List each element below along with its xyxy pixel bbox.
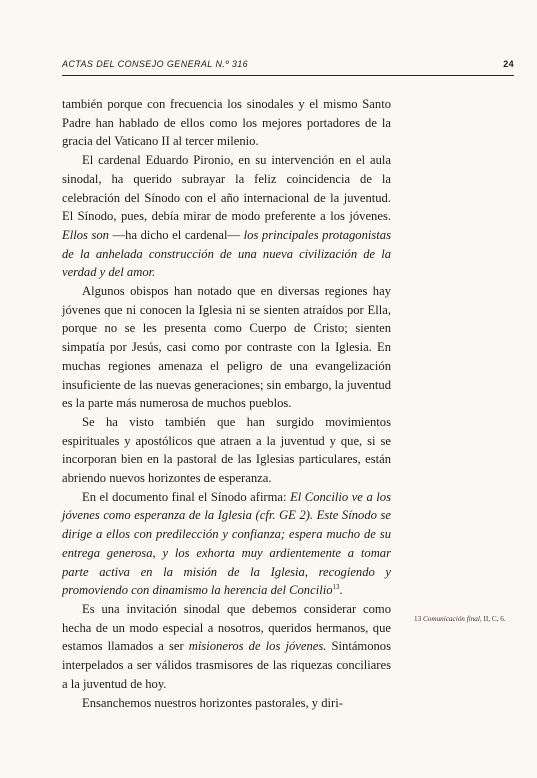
paragraph-6-text-end: Sintámonos interpelados a ser válidos trasmisores de las riquezas conciliares a la juventud de hoy. xyxy=(62,639,391,691)
paragraph-2-text: El cardenal Eduardo Pironio, en su intervención en el aula sinodal, ha querido subrayar la feliz coincidencia de la celebración del Sínodo con el año internacional de la juventud. El Sínodo, pues, debía mirar de modo preferente a los jóvenes. xyxy=(62,153,391,224)
paragraph-2-attribution: —ha dicho el cardenal— xyxy=(112,227,241,242)
paragraph-4: Se ha visto también que han surgido movimientos espirituales y apostólicos que atraen a la juventud y que, si se incorporan bien en la pastoral de las Iglesias particulares, están abriendo nuevos horizontes de esperanza. xyxy=(62,414,391,486)
paragraph-3: Algunos obispos han notado que en diversas regiones hay jóvenes que ni conocen la Iglesia ni se sienten atraídos por Ella, porque no se les presenta como Cuerpo de Cristo; sienten simpatía por Jesús, casi como por contraste con la Iglesia. En muchas regiones amenaza el peligro de una evangelización insuficiente de las nuevas generaciones; sin embargo, la juventud es la parte más numerosa de muchos pueblos. xyxy=(62,284,391,411)
footnote-number: 13 xyxy=(414,615,422,623)
header-title: ACTAS DEL CONSEJO GENERAL N.º 316 xyxy=(62,59,249,69)
paragraph-5-quote: El Concilio ve a los jóvenes como esperanza de la Iglesia (cfr. GE 2). Este Sínodo se dirige a ellos con predilección y confianza; espera mucho de su entrega generosa, y los exhorta muy ardientemente a tomar parte activa en la misión de la Iglesia, recogiendo y promoviendo con dinamismo la herencia del Concilio xyxy=(62,489,391,598)
paragraph-6-italic: misioneros de los jóvenes. xyxy=(188,639,327,654)
footnote-13 xyxy=(414,614,514,625)
footnote-source: Comunicación final, xyxy=(422,615,482,623)
paragraph-1: también porque con frecuencia los sinodales y el mismo Santo Padre han hablado de ellos como los mejores portadores de la gracia del Vaticano II al tercer milenio. xyxy=(62,97,391,149)
paragraph-6-text: Es una invitación sinodal que debemos considerar como hecha de un modo especial a nosotros, queridos hermanos, que estamos llamados a ser xyxy=(62,601,391,654)
paragraph-5-text: En el documento final el Sínodo afirma: xyxy=(82,489,287,504)
paragraph-7: Ensanchemos nuestros horizontes pastorales, y diri- xyxy=(82,695,343,710)
paragraph-6 xyxy=(62,600,391,694)
running-header xyxy=(62,57,514,76)
footnote-ref-13[interactable]: 13 xyxy=(332,583,340,592)
footnote-ref: II, C, 6. xyxy=(483,615,506,623)
paragraph-5 xyxy=(62,488,391,600)
page-number: 24 xyxy=(503,59,514,69)
paragraph-2-italic-quote: los principales protagonistas de la anhelada construcción de una nueva civilización de la verdad y del amor. xyxy=(62,227,391,280)
main-text xyxy=(62,95,391,712)
paragraph-2-italic-quote-start: Ellos son xyxy=(62,227,109,242)
paragraph-5-period: . xyxy=(339,583,343,598)
paragraph-2 xyxy=(62,151,391,282)
